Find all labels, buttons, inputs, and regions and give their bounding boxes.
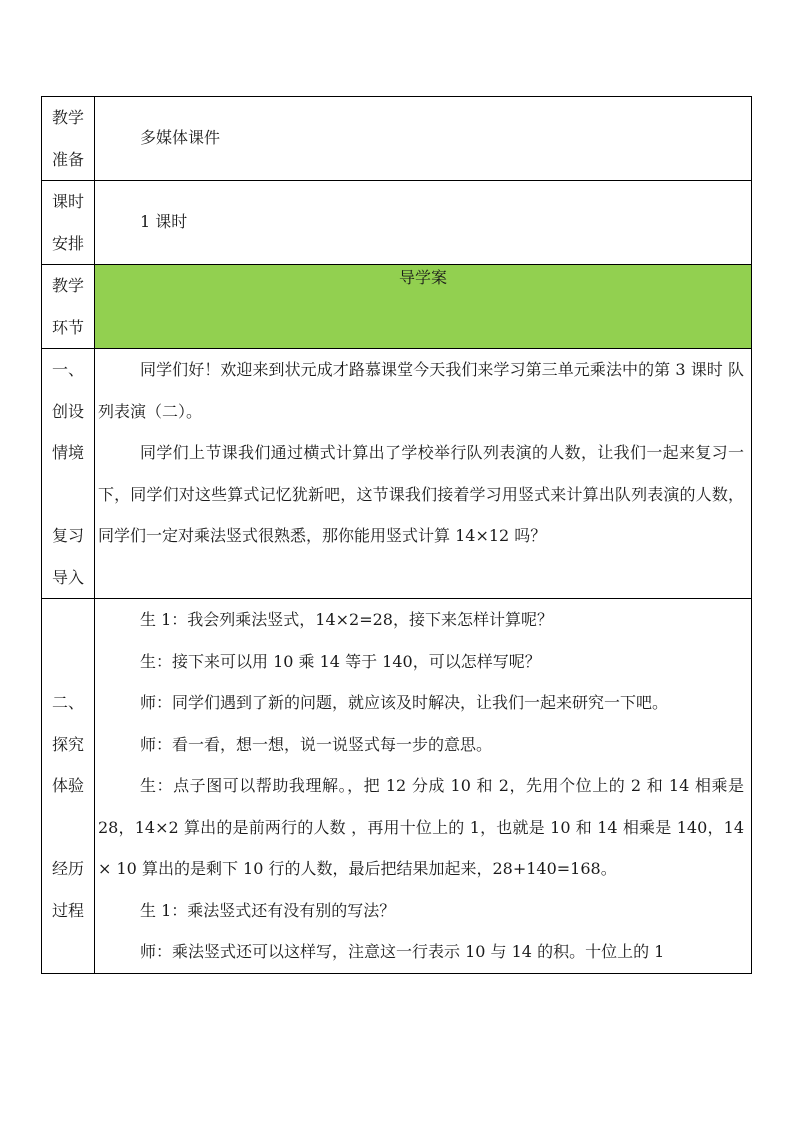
row-explore bbox=[42, 599, 752, 974]
label-line: 教学 bbox=[51, 276, 84, 295]
label-teaching-prep bbox=[42, 97, 95, 181]
label-line: 准备 bbox=[51, 149, 84, 169]
paragraph: 同学们上节课我们通过横式计算出了学校举行队列表演的人数，让我们一起来复习一下，同学们对这些算式记忆犹新吧，这节课我们接着学习用竖式来计算出队列表演的人数，同学们一定对乘法竖式很熟悉，那你能用竖式计算 14×12 吗？ bbox=[98, 443, 744, 545]
label-line: 安排 bbox=[51, 233, 84, 253]
label-line: 教学 bbox=[51, 108, 84, 127]
row-teaching-stage bbox=[42, 265, 752, 349]
label-line: 过程 bbox=[51, 900, 84, 920]
lesson-plan-table bbox=[41, 96, 752, 974]
paragraph: 同学们好！欢迎来到状元成才路慕课堂今天我们来学习第三单元乘法中的第 3 课时 队列表演（二）。 bbox=[98, 360, 744, 421]
paragraph: 生 1：我会列乘法竖式，14×2=28，接下来怎样计算呢？ bbox=[140, 610, 553, 629]
label-line: 课时 bbox=[51, 192, 84, 211]
intro-text bbox=[95, 349, 751, 557]
label-class-hours bbox=[42, 181, 95, 265]
label-explore bbox=[42, 599, 95, 974]
label-line: 一、 bbox=[51, 360, 84, 379]
paragraph: 生 1：乘法竖式还有没有别的写法？ bbox=[140, 900, 396, 920]
label-spacer bbox=[42, 599, 94, 641]
cell-teaching-prep bbox=[95, 97, 752, 181]
label-spacer bbox=[42, 641, 94, 683]
paragraph: 师：乘法竖式还可以这样写，注意这一行表示 10 与 14 的积。十位上的 1 bbox=[140, 942, 665, 961]
explore-text bbox=[95, 599, 751, 973]
label-line: 环节 bbox=[51, 317, 84, 337]
label-line: 经历 bbox=[51, 859, 84, 878]
teaching-prep-text: 多媒体课件 bbox=[140, 128, 221, 147]
label-line: 探究 bbox=[51, 734, 84, 754]
cell-explore bbox=[95, 599, 752, 974]
class-hours-text: 1 课时 bbox=[140, 212, 188, 231]
label-spacer bbox=[42, 474, 94, 516]
guided-study-header: 导学案 bbox=[95, 265, 752, 349]
label-line: 复习 bbox=[51, 526, 84, 545]
label-spacer bbox=[42, 807, 94, 849]
label-line: 情境 bbox=[51, 443, 84, 462]
paragraph: 师：同学们遇到了新的问题，就应该及时解决，让我们一起来研究一下吧。 bbox=[140, 693, 669, 712]
row-intro bbox=[42, 349, 752, 599]
label-line: 二、 bbox=[51, 693, 84, 712]
label-intro bbox=[42, 349, 95, 599]
label-line: 导入 bbox=[51, 567, 84, 587]
cell-intro bbox=[95, 349, 752, 599]
label-line: 创设 bbox=[51, 401, 84, 421]
paragraph: 师：看一看，想一想，说一说竖式每一步的意思。 bbox=[140, 734, 493, 754]
paragraph: 生：点子图可以帮助我理解。，把 12 分成 10 和 2，先用个位上的 2 和 14 相乘是 28，14×2 算出的是前两行的人数 ，再用十位上的 1，也就是 10 和 14 相乘是 140，14 × 10 算出的是剩下 10 行的人数，最后把结果加起来，28+140=168。 bbox=[98, 776, 744, 878]
cell-class-hours bbox=[95, 181, 752, 265]
row-teaching-prep bbox=[42, 97, 752, 181]
label-teaching-stage bbox=[42, 265, 95, 349]
label-line: 体验 bbox=[51, 776, 84, 795]
row-class-hours bbox=[42, 181, 752, 265]
paragraph: 生：接下来可以用 10 乘 14 等于 140，可以怎样写呢？ bbox=[140, 651, 541, 671]
